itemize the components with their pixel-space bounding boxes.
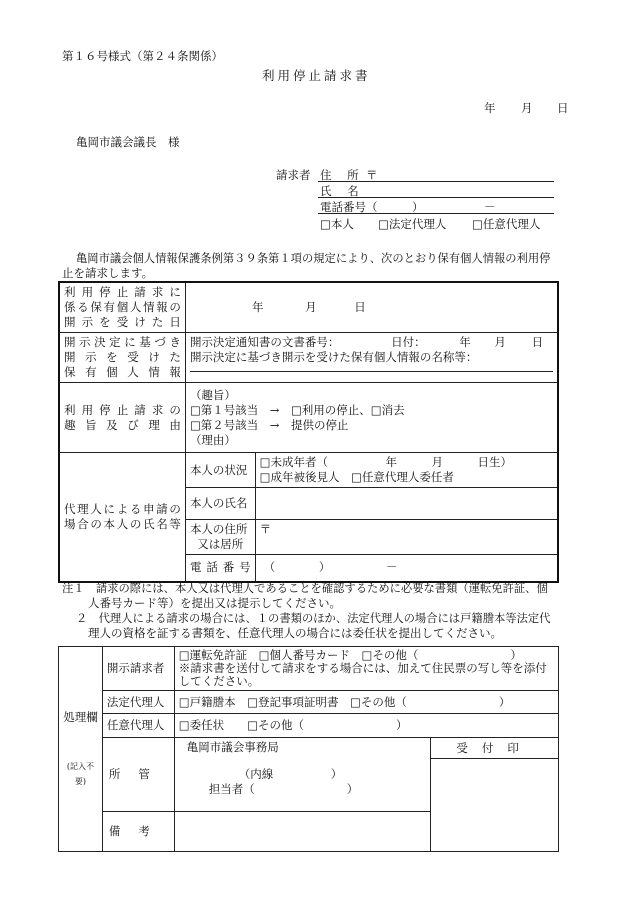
remarks-field[interactable] xyxy=(174,812,431,852)
person-phone-field[interactable]: （ ） － xyxy=(255,555,558,582)
intro-line-2: 止を請求します。 xyxy=(62,266,154,280)
row2-label: 開示決定に基づき 開示を受けた 保有個人情報 xyxy=(59,333,185,383)
office-side-label: 処理欄 xyxy=(63,709,98,724)
date-day-label: 日 xyxy=(557,101,569,115)
voluntary-agent-docs[interactable]: □委任状 □その他（ ） xyxy=(174,714,558,738)
office-side-note: (記入不要) xyxy=(66,761,95,786)
voluntary-agent-label: 任意代理人 xyxy=(102,714,174,738)
date-month-label: 月 xyxy=(521,101,533,115)
person-in-charge: 担当者（ ） xyxy=(208,782,359,796)
extension: （内線 ） xyxy=(238,767,343,781)
remarks-label: 備考 xyxy=(102,812,174,852)
option-self[interactable]: □本人 xyxy=(320,217,354,231)
phone-close: ） xyxy=(412,200,424,214)
row1-year: 年 xyxy=(251,300,264,314)
postal-mark: 〒 xyxy=(366,168,378,182)
office-name: 亀岡市議会事務局 xyxy=(186,740,279,754)
note-2-line-1: ２ 代理人による請求の場合には、１の書類のほか、法定代理人の場合には戸籍謄本等法定代 xyxy=(76,612,551,625)
row-person-status xyxy=(59,453,558,488)
row-legal-agent xyxy=(59,691,559,714)
disclosure-requester-label: 開示請求者 xyxy=(102,647,174,691)
row4-label: 代理人による申請の 場合の本人の氏名等 xyxy=(59,453,185,582)
row2-underline xyxy=(190,371,553,372)
jurisdiction-label: 所管 xyxy=(102,738,174,812)
address-label: 住 所 xyxy=(320,168,365,182)
requester-label: 請求者 xyxy=(276,168,311,182)
option-item1[interactable]: □第１号該当 → □利用の停止、□消去 xyxy=(189,402,405,417)
person-name-field[interactable] xyxy=(255,488,558,520)
row1-day: 日 xyxy=(354,300,366,314)
row2-line-1: 開示決定通知書の文書番号： 日付： 年 月 日 xyxy=(189,335,544,349)
intro-line-1: 亀岡市議会個人情報保護条例第３９条第１項の規定により、次のとおり保有個人情報の利用停 xyxy=(76,252,551,265)
row-disclosure-date xyxy=(59,282,558,333)
main-table xyxy=(58,281,559,583)
person-name-label: 本人の氏名 xyxy=(185,488,255,520)
person-address-label: 本人の住所 又は居所 xyxy=(185,520,255,555)
status-label: 本人の状況 xyxy=(185,453,255,488)
row1-date-field[interactable] xyxy=(185,282,558,333)
row3-field[interactable]: （趣旨） □第１号該当 → □利用の停止、□消去 □第２号該当 → 提供の停止 （理由） xyxy=(185,383,558,453)
row1-label: 利用停止請求に 係る保有個人情報の 開示を受けた日 xyxy=(59,282,185,333)
disclosure-requester-field[interactable]: □運転免許証 □個人番号カード □その他（ ） ※請求書を送付して請求をする場合には、加えて住民票の写し等を添付 してください。 xyxy=(174,647,558,691)
row-voluntary-agent xyxy=(59,714,559,738)
row-request-gist xyxy=(59,383,558,453)
row-jurisdiction xyxy=(59,738,559,812)
row2-field[interactable] xyxy=(185,333,558,383)
legal-agent-docs[interactable]: □戸籍謄本 □登記事項証明書 □その他（ ） xyxy=(174,691,558,714)
date-year-label: 年 xyxy=(484,101,496,115)
row2-line-2: 開示決定に基づき開示を受けた保有個人情報の名称等： xyxy=(189,350,478,364)
note-2-line-2: 理人の資格を証する書類を、任意代理人の場合には委任状を提出してください。 xyxy=(88,626,502,640)
row-disclosure-requester xyxy=(59,647,559,691)
legal-agent-label: 法定代理人 xyxy=(102,691,174,714)
receipt-stamp-cell xyxy=(431,738,559,852)
status-field[interactable]: □未成年者（ 年 月 日生） □成年被後見人 □任意代理人委任者 xyxy=(255,453,558,488)
page-title: 利用停止請求書 xyxy=(262,68,371,83)
note-1-line-2: 人番号カード等）を提出又は提示してください。 xyxy=(88,596,341,610)
office-table xyxy=(58,646,559,852)
row3-label: 利用停止請求の 趣旨及び理由 xyxy=(59,383,185,453)
note-1-line-1: 注１ 請求の際には、本人又は代理人であることを確認するために必要な書類（運転免許証、個 xyxy=(62,582,548,595)
office-side-cell xyxy=(59,647,103,852)
form-number: 第１６号様式（第２４条関係） xyxy=(62,49,223,63)
name-label: 氏 名 xyxy=(320,184,365,198)
name-line xyxy=(318,197,554,198)
receipt-stamp-label: 受付印 xyxy=(431,738,558,759)
person-phone-label: 電話番号 xyxy=(185,555,255,582)
address-line xyxy=(318,181,554,182)
row-disclosed-info xyxy=(59,333,558,383)
option-voluntary-agent[interactable]: □任意代理人 xyxy=(472,217,541,231)
person-address-field[interactable]: 〒 xyxy=(255,520,558,555)
option-item2[interactable]: □第２号該当 → 提供の停止 xyxy=(189,417,349,432)
phone-line xyxy=(318,213,554,214)
addressee: 亀岡市議会議長 様 xyxy=(76,135,180,149)
phone-dash: － xyxy=(484,200,496,214)
phone-label: 電話番号（ xyxy=(320,200,378,214)
option-legal-agent[interactable]: □法定代理人 xyxy=(378,217,447,231)
jurisdiction-field[interactable] xyxy=(174,738,431,812)
row1-month: 月 xyxy=(305,300,317,314)
